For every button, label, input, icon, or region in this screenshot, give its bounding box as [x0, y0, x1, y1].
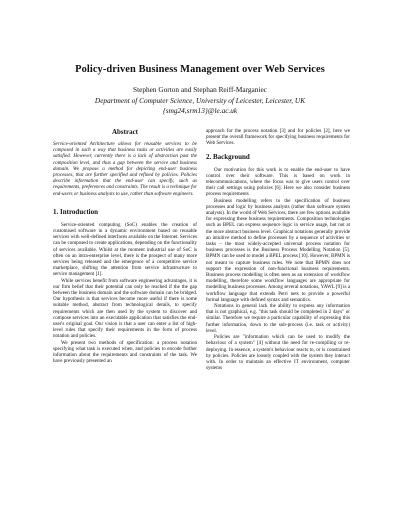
abstract-heading: Abstract [111, 128, 139, 136]
paper-affiliation: Department of Computer Science, University of Leicester, Leicester, UK [94, 96, 306, 105]
section-heading-background: 2. Background [206, 152, 250, 161]
background-paragraph: Policies are "information which can be used to modify the behaviour of a system" [4] without the need for re-compiling or re-deploying. In essence, a system's behaviour reacts to, or is constrained by policies. Policies are loosely coupled with the system they interact with. In order to maintain an effective IT environment, computer systems [206, 334, 350, 372]
left-column [53, 128, 197, 365]
background-paragraph: Notations in general lack the ability to express any information that is not graphical, e.g. "this task should be completed in 2 days" or similar. Therefore we require a particular capability of expressing this further information, down to the sub-process (i.e. task or activity) level. [206, 303, 350, 334]
intro-continuation: approach for the process notation [3] and for policies [2], here we present the overall framework for specifying business requirements for Web Services. [206, 128, 350, 147]
paper-title: Policy-driven Business Management over Web Services [75, 64, 325, 75]
right-column [206, 128, 350, 371]
intro-paragraph: Service-oriented computing (SoC) enables the creation of customised software in a dynamic environment based on reusable services with well-defined interfaces available on the Internet. Services can be composed to create applications, depending on the functionality of services available. Whilst at the moment industrial use of SoC is often on an intra-enterprise level, there is the prospect of many more services being released and the emergence of a competitive service marketplace, shifting the attention from service infrastructure to service management [1]. [53, 221, 197, 278]
background-paragraph: Business modelling refers to the specification of business processes and logic by business analysts (rather than software system analysts). In the world of Web Services, there are few options available for expressing these business requirements. Composition technologies such as BPEL can express sequence logic in service usage, but not at the more abstract business level. Graphical notations generally provide an intuitive method to define processes by a sequence of activities or tasks – the most widely-accepted universal process notation for business processes is the Business Process Modelling Notation [5]. BPMN can be used to model a BPEL process [10]. However, BPMN is not meant to capture business rules. We note that BPMN does not support the expression of non-functional business requirements. Business process modelling is often seen as an extension of workflow modelling, therefore some workflow languages are appropriate for modelling business processes. Among several notations, YAWL [9] is a workflow language that extends Petri nets to provide a powerful formal language with defined syntax and semantics. [206, 197, 350, 303]
abstract-text: Service-oriented Architecture allows for reusable services to be composed in such a way that business tasks or activities are easily satisfied. However, currently there is a lack of abstraction past the composition level, and thus a gap between the service and business domain. We propose a method for depicting end-user business processes, that are further specified and refined by policies. Policies describe information that the end-user can specify, such as requirements, preferences and constraints. The result is a technique for end-users or business analysts to use, rather than software engineers. [53, 141, 197, 197]
section-heading-introduction: 1. Introduction [53, 207, 98, 216]
background-paragraph: Our motivation for this work is to enable the end-user to have control over their software. This is based on work in telecommunications, where the focus was to give users control over their call settings using policies [6]. Here we also consider business process requirements [206, 166, 350, 198]
paper-email: {smg24,srm13}@le.ac.uk [162, 106, 238, 115]
intro-paragraph: We present two methods of specification: a process notation specifying what task is executed when, and policies to encode further information about the requirements and constraints of the task. We have previously presented an [53, 339, 197, 365]
intro-paragraph: While services benefit from software engineering advantages, it is our firm belief that their potential can only be reached if the the gap between the business domain and the software domain can be bridged. Our hypothesis is that services become more useful if there is some suitable method, abstract from technological details, to specify requirements which are then used by the system to discover and compose services into an executable application that satisfies the end-user's original goal. Our vision is that a user can enter a list of high-level rules that specify their requirements in the form of process notation and policies. [53, 277, 197, 340]
paper-authors: Stephen Gorton and Stephan Reiff-Marganiec [133, 85, 267, 94]
